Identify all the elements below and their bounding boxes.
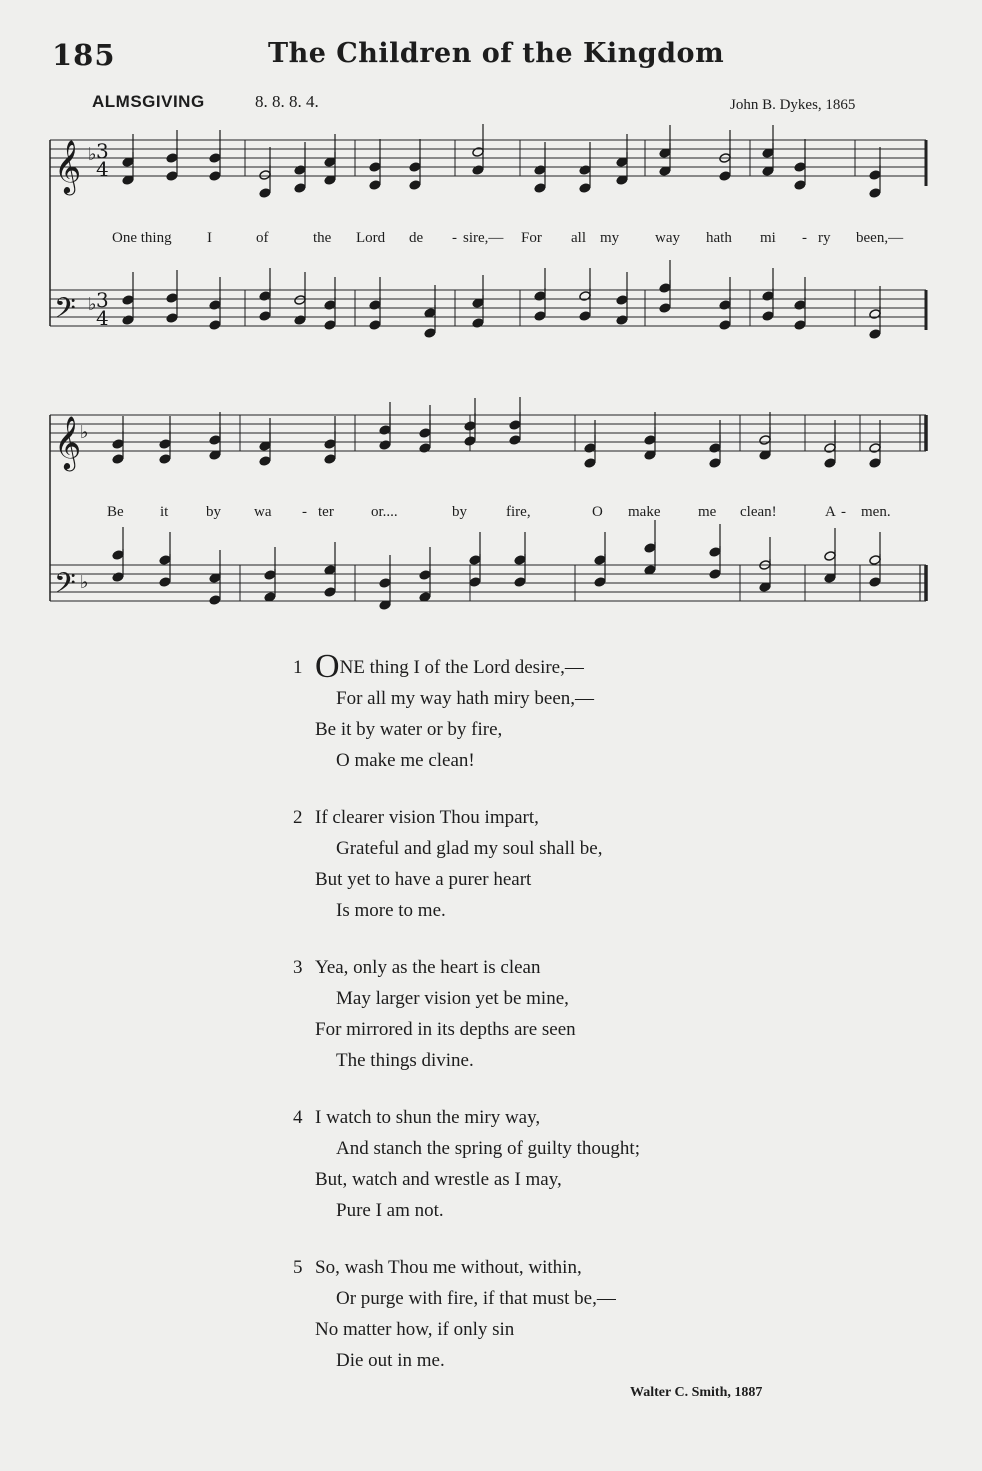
stanza-3 — [293, 952, 640, 1076]
lyric-syllable: - — [302, 504, 307, 520]
stanza-line: O make me clean! — [336, 750, 475, 771]
stanzas — [293, 648, 640, 1402]
note-head — [259, 188, 271, 199]
lyric-syllable: O — [592, 504, 603, 520]
note-head — [469, 555, 481, 566]
stanza-number: 3 — [293, 957, 303, 978]
note-head — [112, 572, 124, 583]
stanza-line: And stanch the spring of guilty thought; — [336, 1138, 640, 1159]
note-head — [869, 309, 881, 320]
lyric-syllable: - — [452, 230, 457, 246]
note-head — [594, 577, 606, 588]
note-head — [259, 311, 271, 322]
lyric-syllable: sire,— — [463, 230, 504, 246]
note-head — [762, 311, 774, 322]
note-head — [719, 320, 731, 331]
note-head — [659, 303, 671, 314]
note-head — [379, 440, 391, 451]
note-head — [709, 458, 721, 469]
note-head — [579, 291, 591, 302]
note-head — [514, 577, 526, 588]
note-head — [166, 153, 178, 164]
note-head — [419, 443, 431, 454]
note-head — [579, 183, 591, 194]
note-head — [424, 328, 436, 339]
lyric-syllable: I — [207, 230, 212, 246]
stanza-line: NE thing I of the Lord desire,— — [339, 657, 584, 678]
note-head — [294, 295, 306, 306]
note-head — [369, 300, 381, 311]
note-head — [324, 587, 336, 598]
stanza-2 — [293, 802, 640, 926]
lyric-syllable: Lord — [356, 230, 386, 246]
stanza-number: 4 — [293, 1107, 303, 1128]
time-signature: 3 — [96, 288, 109, 312]
note-head — [294, 315, 306, 326]
note-head — [166, 171, 178, 182]
note-head — [324, 300, 336, 311]
stanza-line: Is more to me. — [336, 900, 446, 921]
lyric-syllable: way — [655, 230, 680, 246]
note-head — [409, 180, 421, 191]
lyric-syllable: or.... — [371, 504, 398, 520]
drop-cap: O — [315, 648, 340, 685]
stanza-number: 2 — [293, 807, 303, 828]
note-head — [166, 313, 178, 324]
note-head — [514, 555, 526, 566]
note-head — [709, 443, 721, 454]
stanza-line: But yet to have a purer heart — [315, 869, 532, 890]
note-head — [472, 318, 484, 329]
note-head — [869, 329, 881, 340]
note-head — [369, 180, 381, 191]
lyric-syllable: fire, — [506, 504, 531, 520]
note-head — [644, 543, 656, 554]
treble-clef: 𝄞 — [54, 139, 82, 193]
lyric-syllable: de — [409, 230, 424, 246]
note-head — [464, 436, 476, 447]
stanza-line: For all my way hath miry been,— — [336, 688, 595, 709]
note-head — [324, 454, 336, 465]
lyric-syllable: men. — [861, 504, 891, 520]
note-head — [112, 439, 124, 450]
note-head — [869, 577, 881, 588]
note-head — [824, 551, 836, 562]
bass-clef: 𝄢 — [54, 292, 76, 332]
note-head — [159, 555, 171, 566]
note-head — [122, 315, 134, 326]
stanza-number: 1 — [293, 657, 303, 678]
flat-sign: ♭ — [88, 294, 97, 315]
note-head — [379, 425, 391, 436]
note-head — [209, 171, 221, 182]
lyric-syllable: hath — [706, 230, 732, 246]
note-head — [869, 555, 881, 566]
note-head — [616, 315, 628, 326]
stanza-line: The things divine. — [336, 1050, 474, 1071]
stanza-line: Pure I am not. — [336, 1200, 444, 1221]
lyric-syllable: - — [802, 230, 807, 246]
note-head — [869, 170, 881, 181]
treble-clef: 𝄞 — [54, 415, 82, 469]
lyric-syllable: it — [160, 504, 169, 520]
lyric-syllable: wa — [254, 504, 272, 520]
note-head — [294, 183, 306, 194]
time-signature: 3 — [96, 139, 109, 163]
note-head — [794, 162, 806, 173]
note-head — [464, 421, 476, 432]
stanza-line: Be it by water or by fire, — [315, 719, 503, 740]
note-head — [324, 439, 336, 450]
note-head — [579, 311, 591, 322]
note-head — [159, 439, 171, 450]
note-head — [534, 183, 546, 194]
section-title: The Children of the Kingdom — [268, 38, 725, 69]
note-head — [824, 443, 836, 454]
note-head — [324, 320, 336, 331]
note-head — [209, 300, 221, 311]
author: Walter C. Smith, 1887 — [630, 1385, 763, 1400]
note-head — [209, 435, 221, 446]
note-head — [869, 443, 881, 454]
note-head — [209, 320, 221, 331]
note-head — [112, 550, 124, 561]
note-head — [379, 578, 391, 589]
note-head — [794, 320, 806, 331]
stanza-4 — [293, 1102, 640, 1226]
note-head — [409, 162, 421, 173]
composer: John B. Dykes, 1865 — [730, 97, 856, 113]
note-head — [259, 456, 271, 467]
note-head — [419, 570, 431, 581]
note-head — [166, 293, 178, 304]
time-signature: 4 — [96, 157, 109, 181]
hymn-number: 185 — [52, 38, 116, 72]
note-head — [159, 577, 171, 588]
note-head — [719, 300, 731, 311]
lyric-syllable: the — [313, 230, 332, 246]
stanza-5 — [293, 1252, 640, 1376]
note-head — [159, 454, 171, 465]
note-head — [259, 291, 271, 302]
lyric-syllable: my — [600, 230, 620, 246]
note-head — [869, 458, 881, 469]
note-head — [369, 162, 381, 173]
lyric-syllable: mi — [760, 230, 776, 246]
lyric-syllable: by — [206, 504, 221, 520]
lyric-syllable: me — [698, 504, 717, 520]
note-head — [509, 420, 521, 431]
note-head — [264, 570, 276, 581]
stanza-line: Yea, only as the heart is clean — [315, 957, 541, 978]
note-head — [534, 165, 546, 176]
flat-sign: ♭ — [88, 144, 97, 165]
flat-sign: ♭ — [80, 572, 89, 593]
note-head — [112, 454, 124, 465]
lyric-syllable: Be — [107, 504, 124, 520]
stanza-line: If clearer vision Thou impart, — [315, 807, 539, 828]
stanza-number: 5 — [293, 1257, 303, 1278]
note-head — [709, 547, 721, 558]
stanza-line: No matter how, if only sin — [315, 1319, 515, 1340]
bass-clef: 𝄢 — [54, 567, 76, 607]
lyric-syllable: ry — [818, 230, 831, 246]
lyric-syllable: One thing — [112, 230, 172, 246]
note-head — [469, 577, 481, 588]
meter: 8. 8. 8. 4. — [255, 92, 319, 111]
lyric-syllable: been,— — [856, 230, 904, 246]
note-head — [259, 170, 271, 181]
note-head — [579, 165, 591, 176]
note-head — [209, 153, 221, 164]
note-head — [709, 569, 721, 580]
stanza-line: Or purge with fire, if that must be,— — [336, 1288, 616, 1309]
note-head — [584, 458, 596, 469]
note-head — [534, 291, 546, 302]
lyric-syllable: by — [452, 504, 467, 520]
note-head — [419, 428, 431, 439]
note-head — [794, 180, 806, 191]
note-head — [759, 435, 771, 446]
note-head — [659, 283, 671, 294]
note-head — [762, 291, 774, 302]
lyric-syllable: - — [841, 504, 846, 520]
stanza-line: For mirrored in its depths are seen — [315, 1019, 576, 1040]
lyric-syllable: A — [825, 504, 836, 520]
note-head — [824, 458, 836, 469]
note-head — [294, 165, 306, 176]
note-head — [472, 165, 484, 176]
flat-sign: ♭ — [80, 422, 89, 443]
stanza-line: May larger vision yet be mine, — [336, 988, 569, 1009]
note-head — [534, 311, 546, 322]
note-head — [122, 295, 134, 306]
stanza-line: Die out in me. — [336, 1350, 445, 1371]
note-head — [472, 147, 484, 158]
note-head — [644, 435, 656, 446]
stanza-1 — [293, 648, 640, 776]
time-signature: 4 — [96, 306, 109, 330]
note-head — [616, 295, 628, 306]
stanza-line: Grateful and glad my soul shall be, — [336, 838, 603, 859]
note-head — [509, 435, 521, 446]
lyric-syllable: clean! — [740, 504, 777, 520]
note-head — [794, 300, 806, 311]
lyric-syllable: make — [628, 504, 661, 520]
music-notation — [0, 0, 982, 640]
lyric-syllable: all — [571, 230, 586, 246]
tune-name: ALMSGIVING — [92, 92, 205, 111]
note-head — [369, 320, 381, 331]
stanza-line: So, wash Thou me without, within, — [315, 1257, 582, 1278]
lyric-syllable: of — [256, 230, 269, 246]
note-head — [869, 188, 881, 199]
stanza-line: I watch to shun the miry way, — [315, 1107, 541, 1128]
note-head — [209, 595, 221, 606]
note-head — [594, 555, 606, 566]
note-head — [584, 443, 596, 454]
lyric-syllable: ter — [318, 504, 334, 520]
note-head — [719, 171, 731, 182]
lyric-syllable: For — [521, 230, 542, 246]
stanza-line: But, watch and wrestle as I may, — [315, 1169, 562, 1190]
